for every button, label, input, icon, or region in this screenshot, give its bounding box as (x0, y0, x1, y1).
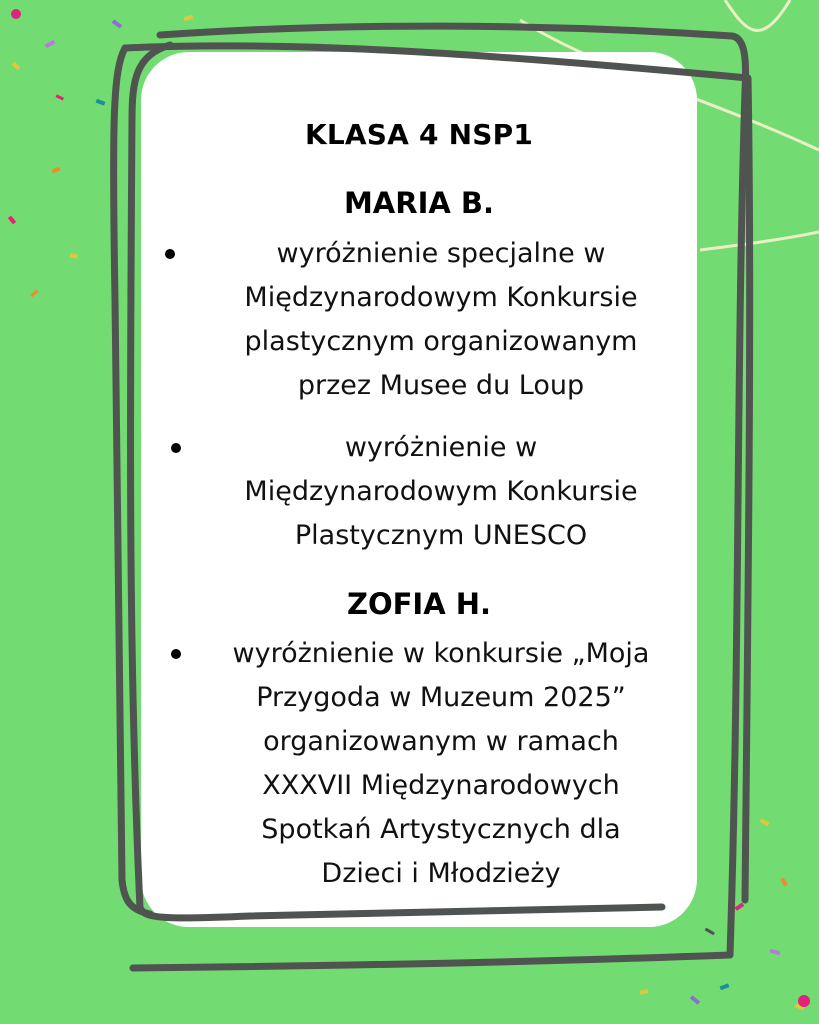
award-item: wyróżnienie w konkursie „Moja Przygoda w Muzeum 2025” organizowanym w ramach XXXVII Międzynarodowych Spotkań Artystycznych dla Dzieci i Młodzieży (232, 638, 650, 889)
student-name: MARIA B. (343, 186, 495, 220)
bullet-icon (165, 249, 175, 259)
award-item: wyróżnienie specjalne w Międzynarodowym Konkursie plastycznym organizowanym przez Musee du Loup (244, 238, 638, 401)
bullet-icon (171, 443, 181, 453)
bullet-icon (171, 649, 181, 659)
card-content (141, 52, 697, 927)
award-item: wyróżnienie w Międzynarodowym Konkursie Plastycznym UNESCO (244, 432, 638, 551)
student-name: ZOFIA H. (346, 587, 492, 621)
class-heading: KLASA 4 NSP1 (304, 118, 534, 151)
